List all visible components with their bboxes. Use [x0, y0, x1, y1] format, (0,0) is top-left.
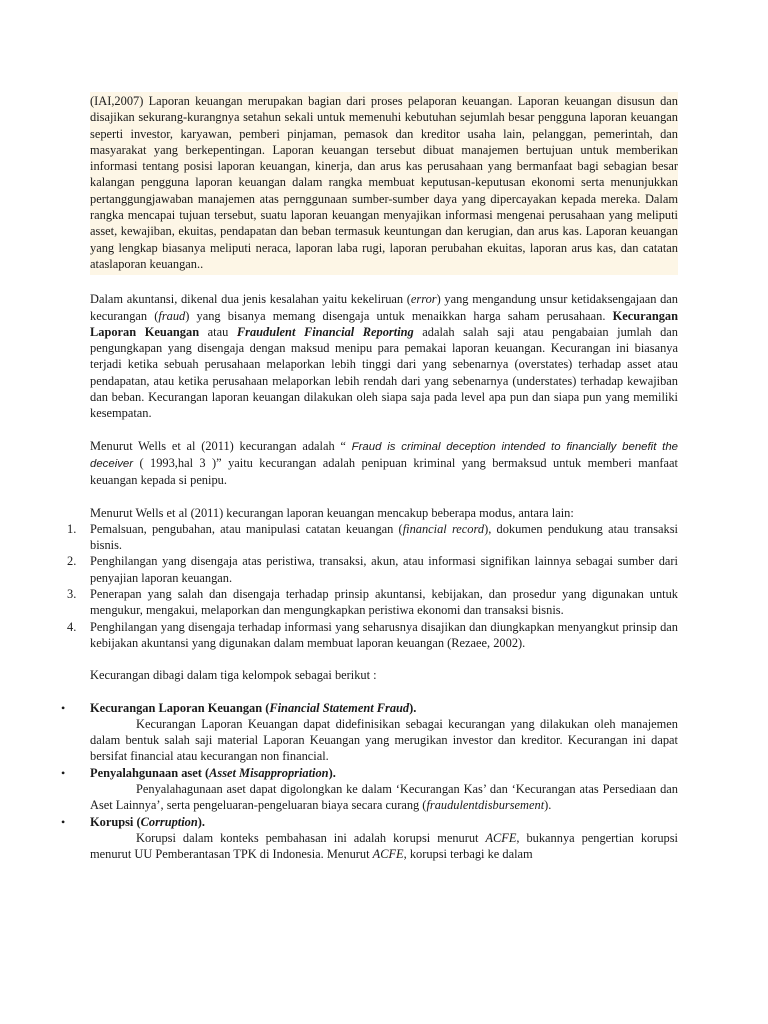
- paragraph-iai-definition: [90, 92, 678, 275]
- text-run: Penghilangan yang disengaja atas peristiwa, transaksi, akun, atau informasi signifikan lainnya sebagai sumber dari penyajian laporan keuangan.: [90, 554, 678, 585]
- text-run: , bukannya pengertian korupsi menurut UU Pemberantasan TPK di Indonesia. Menurut: [90, 830, 678, 862]
- list-marker: 3.: [67, 587, 77, 602]
- text-run: ), dokumen pendukung atau transaksi bisnis.: [90, 521, 678, 553]
- group-body: [90, 781, 678, 814]
- term-asset-misappropriation: Asset Misappropriation: [209, 765, 329, 780]
- list-item: [67, 619, 678, 652]
- fraud-group-financial-statement: [61, 700, 678, 765]
- group-title: [90, 814, 678, 830]
- text-run: , korupsi terbagi ke dalam: [403, 847, 533, 862]
- document-body: [61, 92, 678, 862]
- term-acfe: ACFE: [372, 847, 404, 862]
- group-title: [90, 700, 678, 716]
- fraud-group-corruption: [61, 814, 678, 863]
- term-financial-statement-fraud: Financial Statement Fraud: [269, 700, 410, 715]
- text-run: ).: [409, 700, 417, 715]
- quote-fraud-definition: Fraud is criminal deception intended to financially benefit the deceiver: [90, 440, 678, 470]
- fraud-group-asset-misappropriation: [61, 765, 678, 814]
- paragraph-gap: [90, 651, 678, 667]
- text-run: Penyalahgunaan aset (: [90, 765, 210, 780]
- group-body: [90, 830, 678, 863]
- group-title: [90, 765, 678, 781]
- term-acfe: ACFE: [485, 830, 517, 845]
- term-corruption: Corruption: [140, 814, 198, 829]
- paragraph-gap: [90, 275, 678, 291]
- list-marker: 4.: [67, 619, 77, 634]
- text-run: ).: [197, 814, 206, 829]
- text-run: Dalam akuntansi, dikenal dua jenis kesalahan yaitu kekeliruan (: [90, 292, 411, 307]
- text-run: Pemalsuan, pengubahan, atau manipulasi catatan keuangan (: [90, 521, 403, 536]
- term-financial-record: financial record: [402, 521, 485, 536]
- list-marker: 2.: [67, 554, 77, 569]
- paragraph-text: (IAI,2007) Laporan keuangan merupakan bagian dari proses pelaporan keuangan. Laporan keuangan disusun dan disajikan sekurang-kurangnya setahun sekali untuk memenuhi kebutuhan sejumlah besar pengguna laporan keuangan seperti investor, karyawan, pemberi pinjaman, pemasok dan kreditor usaha lain, pelanggan, pemerintah, dan masyarakat yang berkepentingan. Laporan keuangan tersebut dibuat manajemen bertujuan untuk memberikan informasi tentang posisi laporan keuangan, kinerja, dan arus kas perusahaan yang bermanfaat bagi sebagian besar kalangan pengguna laporan keuangan dalam rangka membuat keputusan-keputusan ekonomi serta menunjukkan pertanggungjawaban manajemen atas pernggunaan sumber-sumber daya yang dipercayakan kepada mereka. Dalam rangka mencapai tujuan tersebut, suatu laporan keuangan menyajikan informasi mengenai perusahaan yang meliputi asset, kewajiban, ekuitas, pendapatan dan beban termasuk keuntungan dan kerugian, dan arus kas. Laporan keuangan yang lengkap biasanya meliputi neraca, laporan laba rugi, laporan perubahan ekuitas, laporan arus kas, dan catatan ataslaporan keuangan..: [90, 94, 678, 271]
- text-run: Penerapan yang salah dan disengaja terhadap prinsip akuntansi, kebijakan, dan prosedur yang digunakan untuk mengukur, mengakui, melaporkan dan mengungkapkan peristiwa ekonomi dan transaksi bisnis.: [90, 587, 678, 618]
- text-run: ( 1993,hal 3 )” yaitu kecurangan adalah penipuan kriminal yang bermaksud untuk memberi manfaat keuangan kepada si penipu.: [90, 455, 678, 488]
- text-run: atau: [199, 324, 237, 339]
- paragraph-gap: [90, 422, 678, 438]
- text-run: Penghilangan yang disengaja terhadap informasi yang seharusnya disajikan dan diungkapkan menyangkut prinsip dan kebijakan akuntansi yang digunakan dalam membuat laporan keuangan (Rezaee, 2002).: [90, 619, 678, 650]
- paragraph-wells-definition: [90, 438, 678, 489]
- term-kecurangan-laporan-keuangan: Kecurangan Laporan Keuangan: [90, 308, 678, 339]
- bullet-marker: •: [61, 700, 66, 715]
- text-run: ) yang bisanya memang disengaja untuk menaikkan harga saham perusahaan.: [185, 308, 613, 323]
- term-fraudulent-financial-reporting: Fraudulent Financial Reporting: [236, 324, 414, 339]
- text-run: Menurut Wells et al (2011) kecurangan laporan keuangan mencakup beberapa modus, antara lain:: [90, 505, 574, 520]
- paragraph-gap: [90, 489, 678, 505]
- list-item: [67, 521, 678, 554]
- paragraph-groups-intro: [90, 667, 678, 683]
- text-run: adalah salah saji atau pengabaian jumlah dan pengungkapan yang disengaja dengan maksud menipu para pemakai laporan keuangan. Kecurangan ini biasanya terjadi ketika sebuah perusahaan melaporkan lebih tinggi dari yang sebenarnya (overstates) terhadap asset atau pendapatan, atau ketika perusahaan melaporkan lebih rendah dari yang sebenarnya (understates) terhadap kewajiban dan beban. Kecurangan laporan keuangan dilakukan oleh siapa saja pada level apa pun dan siapa pun yang memiliki kesempatan.: [90, 324, 678, 421]
- paragraph-error-fraud: [90, 291, 678, 421]
- text-run: Korupsi (: [90, 814, 141, 829]
- list-marker: 1.: [67, 521, 77, 536]
- text-run: Kecurangan Laporan Keuangan (: [90, 700, 270, 715]
- paragraph-modus-intro: [90, 505, 678, 521]
- term-fraud: fraud: [158, 308, 186, 323]
- fraud-groups-list: [61, 700, 678, 863]
- text-run: ).: [328, 765, 336, 780]
- bullet-marker: •: [61, 814, 66, 829]
- text-run: Kecurangan dibagi dalam tiga kelompok sebagai berikut :: [90, 668, 377, 683]
- text-run: ) yang mengandung unsur ketidaksengajaan dan kecurangan (: [90, 292, 678, 323]
- paragraph-gap: [90, 684, 678, 700]
- list-item: [67, 553, 678, 586]
- modus-list: [67, 521, 678, 651]
- bullet-marker: •: [61, 765, 66, 780]
- text-run: Kecurangan Laporan Keuangan dapat didefinisikan sebagai kecurangan yang dilakukan oleh manajemen dalam bentuk salah saji material Laporan Keuangan yang merugikan investor dan kreditor. Kecurangan ini dapat bersifat financial atau kecurangan non financial.: [90, 716, 678, 764]
- text-run: Penyalahagunaan aset dapat digolongkan ke dalam ‘Kecurangan Kas’ dan ‘Kecurangan atas Persediaan dan Aset Lainnya’, serta pengeluaran-pengeluaran biaya secara curang (: [90, 781, 678, 813]
- text-run: Korupsi dalam konteks pembahasan ini adalah korupsi menurut: [136, 830, 486, 845]
- term-fraudulent-disbursement: fraudulentdisbursement: [426, 798, 545, 813]
- text-run: ).: [544, 798, 552, 813]
- term-error: error: [410, 292, 437, 307]
- text-run: Menurut Wells et al (2011) kecurangan adalah “: [90, 438, 352, 453]
- group-body: [90, 716, 678, 765]
- list-item: [67, 586, 678, 619]
